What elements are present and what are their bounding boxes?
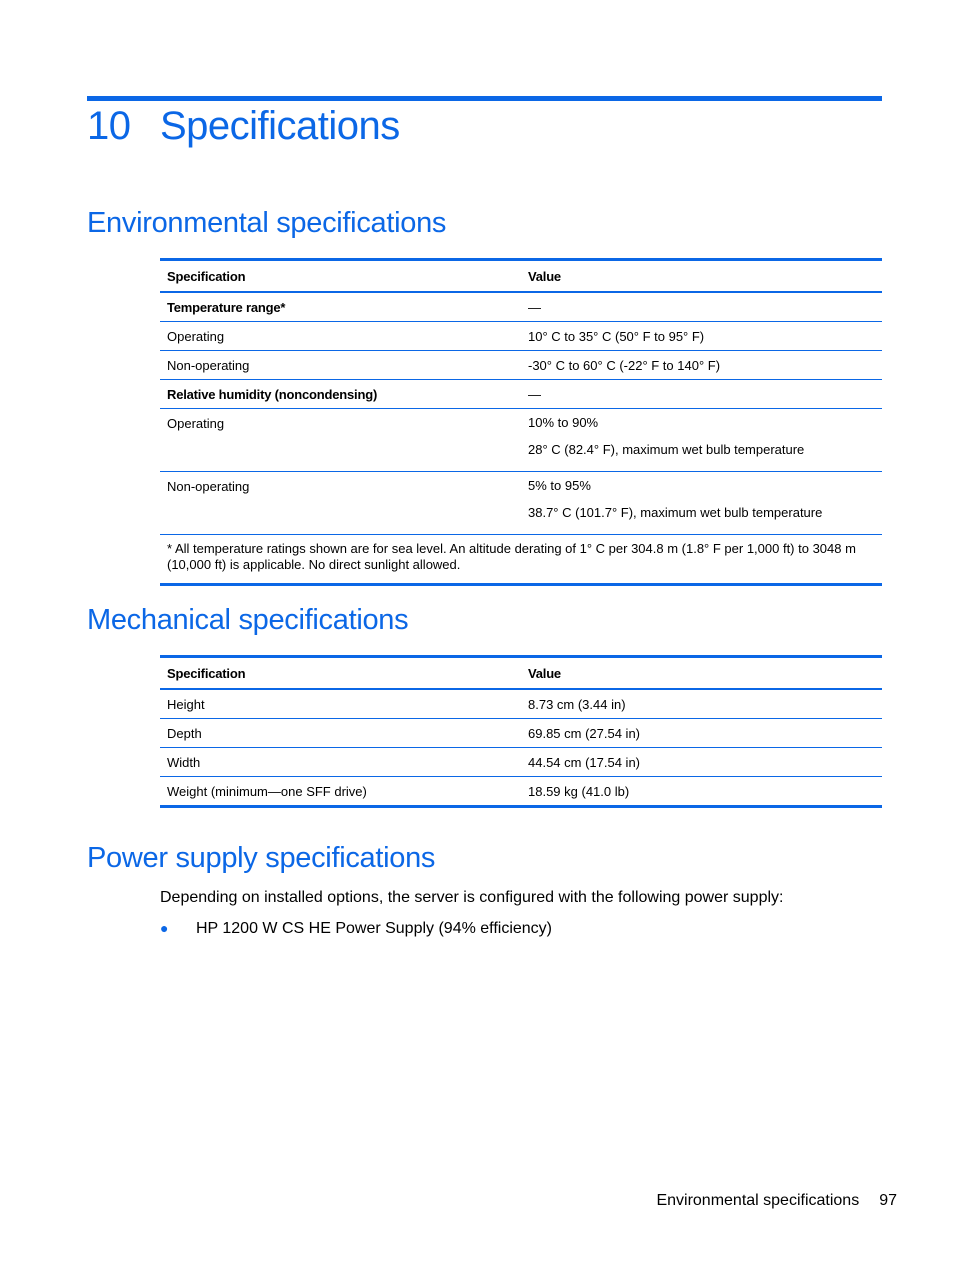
table-row — [160, 777, 882, 807]
value-cell: 44.54 cm (17.54 in) — [521, 748, 882, 777]
page-footer — [656, 1192, 897, 1210]
spec-cell: Relative humidity (noncondensing) — [160, 380, 521, 409]
value-cell: — — [521, 380, 882, 409]
power-heading: Power supply specifications — [87, 842, 436, 874]
spec-cell: Operating — [160, 409, 521, 472]
value-cell: 18.59 kg (41.0 lb) — [528, 783, 630, 799]
value-cell — [521, 409, 882, 472]
value-cell: 69.85 cm (27.54 in) — [521, 719, 882, 748]
table-row — [160, 292, 882, 322]
table-row — [160, 472, 882, 535]
page-number: 97 — [879, 1192, 897, 1209]
spec-cell: Temperature range* — [160, 292, 521, 322]
table-row — [160, 409, 882, 472]
chapter-title-text: Specifications — [160, 104, 400, 148]
spec-cell: Operating — [160, 322, 521, 351]
mechanical-table — [160, 655, 882, 808]
table-row — [160, 322, 882, 351]
column-header-value: Value — [521, 657, 882, 690]
chapter-title — [87, 104, 400, 149]
table-row — [160, 351, 882, 380]
mechanical-heading: Mechanical specifications — [87, 604, 409, 636]
column-header-specification: Specification — [160, 657, 521, 690]
table-row — [160, 380, 882, 409]
list-item-text: HP 1200 W CS HE Power Supply (94% efficiency) — [196, 920, 553, 937]
value-line: 38.7° C (101.7° F), maximum wet bulb temperature — [528, 505, 823, 520]
value-line: 5% to 95% — [528, 478, 591, 493]
table-row — [160, 748, 882, 777]
bullet-icon: ● — [160, 920, 169, 936]
value-line: 28° C (82.4° F), maximum wet bulb temperature — [528, 442, 805, 457]
table-row — [160, 689, 882, 719]
spec-cell: Width — [160, 748, 521, 777]
table-header-row — [160, 657, 882, 690]
table-row — [160, 719, 882, 748]
environmental-heading: Environmental specifications — [87, 207, 447, 239]
value-line: 10% to 90% — [528, 415, 599, 430]
value-cell: -30° C to 60° C (-22° F to 140° F) — [521, 351, 882, 380]
chapter-number: 10 — [87, 104, 131, 148]
spec-cell: Non-operating — [160, 351, 521, 380]
list-item — [160, 920, 552, 938]
value-cell: 10° C to 35° C (50° F to 95° F) — [521, 322, 882, 351]
footer-section: Environmental specifications — [656, 1192, 860, 1209]
spec-cell: Height — [160, 689, 521, 719]
spec-cell: Depth — [160, 719, 521, 748]
spec-cell: Non-operating — [160, 472, 521, 535]
value-cell: 8.73 cm (3.44 in) — [521, 689, 882, 719]
environmental-table — [160, 258, 882, 586]
value-cell: — — [521, 292, 882, 322]
footnote-row — [160, 535, 882, 585]
chapter-rule — [87, 96, 882, 101]
column-header-specification: Specification — [160, 260, 521, 293]
table-footnote: * All temperature ratings shown are for sea level. An altitude derating of 1° C per 304.8 m (1.8° F per 1,000 ft) to 3048 m (10,000 ft) is applicable. No direct sunlight allowed. — [167, 541, 856, 572]
spec-cell: Weight (minimum—one SFF drive) — [167, 783, 367, 799]
value-cell — [521, 472, 882, 535]
power-intro: Depending on installed options, the server is configured with the following power supply: — [160, 889, 784, 906]
column-header-value: Value — [521, 260, 882, 293]
table-header-row — [160, 260, 882, 293]
